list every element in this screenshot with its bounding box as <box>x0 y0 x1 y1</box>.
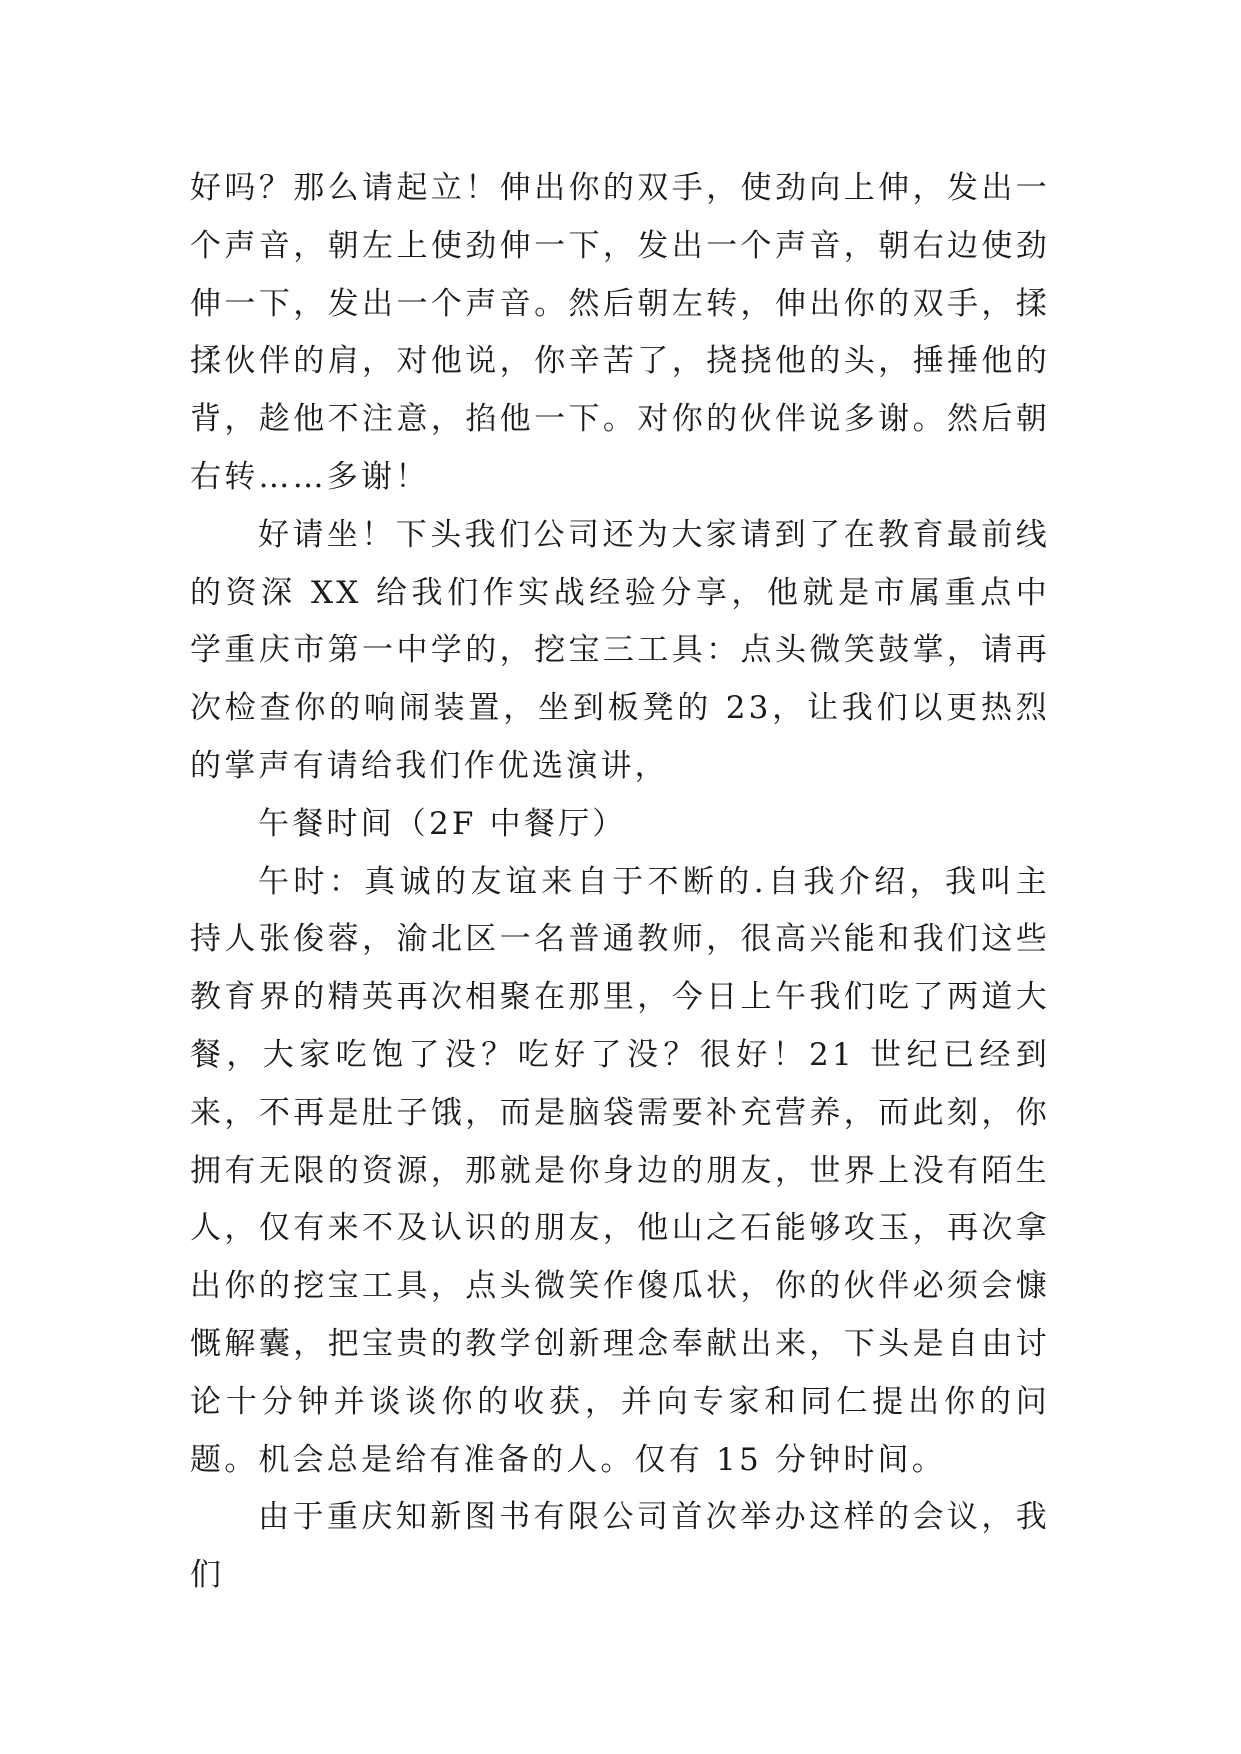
document-body <box>190 160 1050 1605</box>
paragraph-3-heading: 午餐时间（2F 中餐厅） <box>258 805 627 842</box>
paragraph-1: 好吗？那么请起立！伸出你的双手，使劲向上伸，发出一个声音，朝左上使劲伸一下，发出一个声音，朝右边使劲伸一下，发出一个声音。然后朝左转，伸出你的双手，揉揉伙伴的肩，对他说，你辛苦了，挠挠他的头，捶捶他的背，趁他不注意，掐他一下。对你的伙伴说多谢。然后朝右转……多谢！ <box>190 170 1050 495</box>
paragraph-5: 由于重庆知新图书有限公司首次举办这样的会议，我们 <box>190 1499 1050 1594</box>
paragraph-2: 好请坐！下头我们公司还为大家请到了在教育最前线的资深 XX 给我们作实战经验分享，他就是市属重点中学重庆市第一中学的，挖宝三工具：点头微笑鼓掌，请再次检查你的响闹装置，坐到板凳的 23，让我们以更热烈的掌声有请给我们作优选演讲， <box>190 516 1050 784</box>
paragraph-4: 午时：真诚的友谊来自于不断的.自我介绍，我叫主持人张俊蓉，渝北区一名普通教师，很高兴能和我们这些教育界的精英再次相聚在那里，今日上午我们吃了两道大餐，大家吃饱了没？吃好了没？很好！21 世纪已经到来，不再是肚子饿，而是脑袋需要补充营养，而此刻，你拥有无限的资源，那就是你身边的朋友，世界上没有陌生人，仅有来不及认识的朋友，他山之石能够攻玉，再次拿出你的挖宝工具，点头微笑作傻瓜状，你的伙伴必须会慷慨解囊，把宝贵的教学创新理念奉献出来，下头是自由讨论十分钟并谈谈你的收获，并向专家和同仁提出你的问题。机会总是给有准备的人。仅有 15 分钟时间。 <box>190 863 1050 1478</box>
